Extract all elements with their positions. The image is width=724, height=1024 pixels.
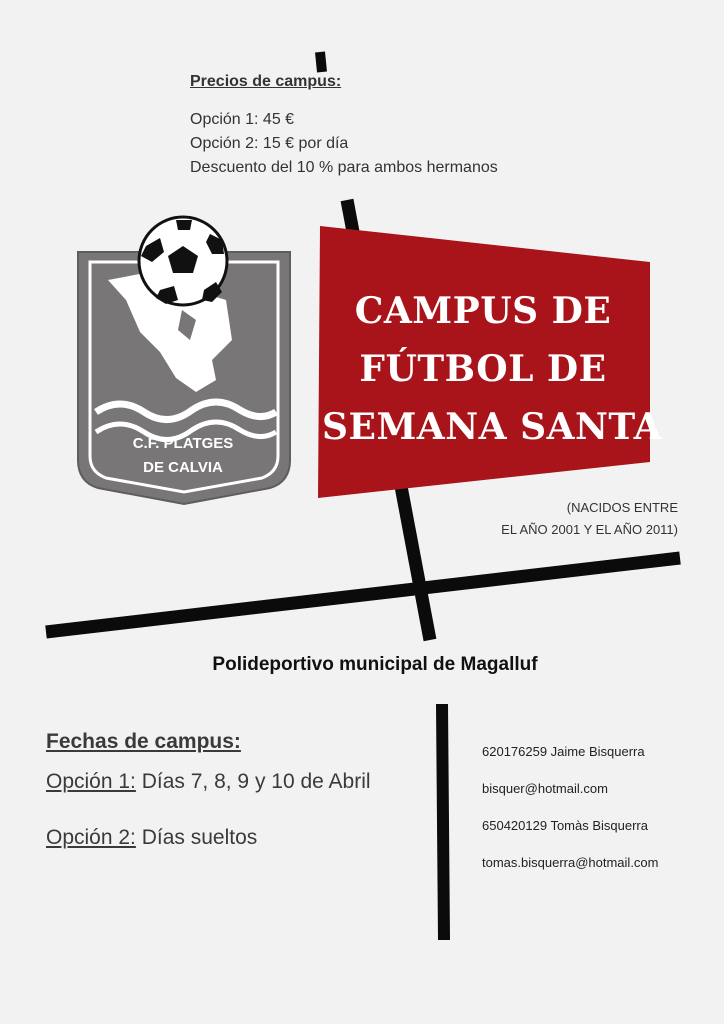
date-option-2-label: Opción 2: [46, 826, 136, 849]
title-line2: FÚTBOL DE [359, 348, 607, 390]
dates-block [46, 730, 371, 882]
date-option-1 [46, 770, 371, 794]
football-icon [139, 217, 227, 305]
date-option-1-text: Días 7, 8, 9 y 10 de Abril [135, 770, 371, 793]
contact-phone-jaime: 620176259 Jaime Bisquerra [482, 744, 645, 759]
club-name-line1: C.F. PLATGES [132, 435, 234, 452]
campus-title [322, 282, 663, 456]
date-option-2 [46, 826, 371, 850]
date-option-2-text: Días sueltos [135, 826, 258, 849]
date-option-1-label: Opción 1: [46, 770, 136, 793]
birth-years-note [438, 497, 678, 541]
club-name [80, 432, 286, 480]
title-line3: SEMANA SANTA [322, 406, 663, 448]
price-option-1: Opción 1: 45 € [190, 111, 295, 128]
contact-phone-tomas: 650420129 Tomàs Bisquerra [482, 818, 648, 833]
dates-title: Fechas de campus: [46, 730, 241, 753]
title-line1: CAMPUS DE [354, 290, 612, 332]
price-discount: Descuento del 10 % para ambos hermanos [190, 159, 498, 176]
price-option-2: Opción 2: 15 € por día [190, 135, 349, 152]
venue: Polideportivo municipal de Magalluf [212, 654, 538, 675]
prices-title: Precios de campus: [190, 73, 342, 90]
birth-years-line1: (NACIDOS ENTRE [566, 500, 678, 515]
club-name-line2: DE CALVIA [143, 459, 223, 476]
contacts-block [482, 744, 658, 892]
contact-email-jaime: bisquer@hotmail.com [482, 781, 608, 796]
birth-years-line2: EL AÑO 2001 Y EL AÑO 2011) [501, 522, 678, 537]
contact-email-tomas: tomas.bisquerra@hotmail.com [482, 855, 659, 870]
